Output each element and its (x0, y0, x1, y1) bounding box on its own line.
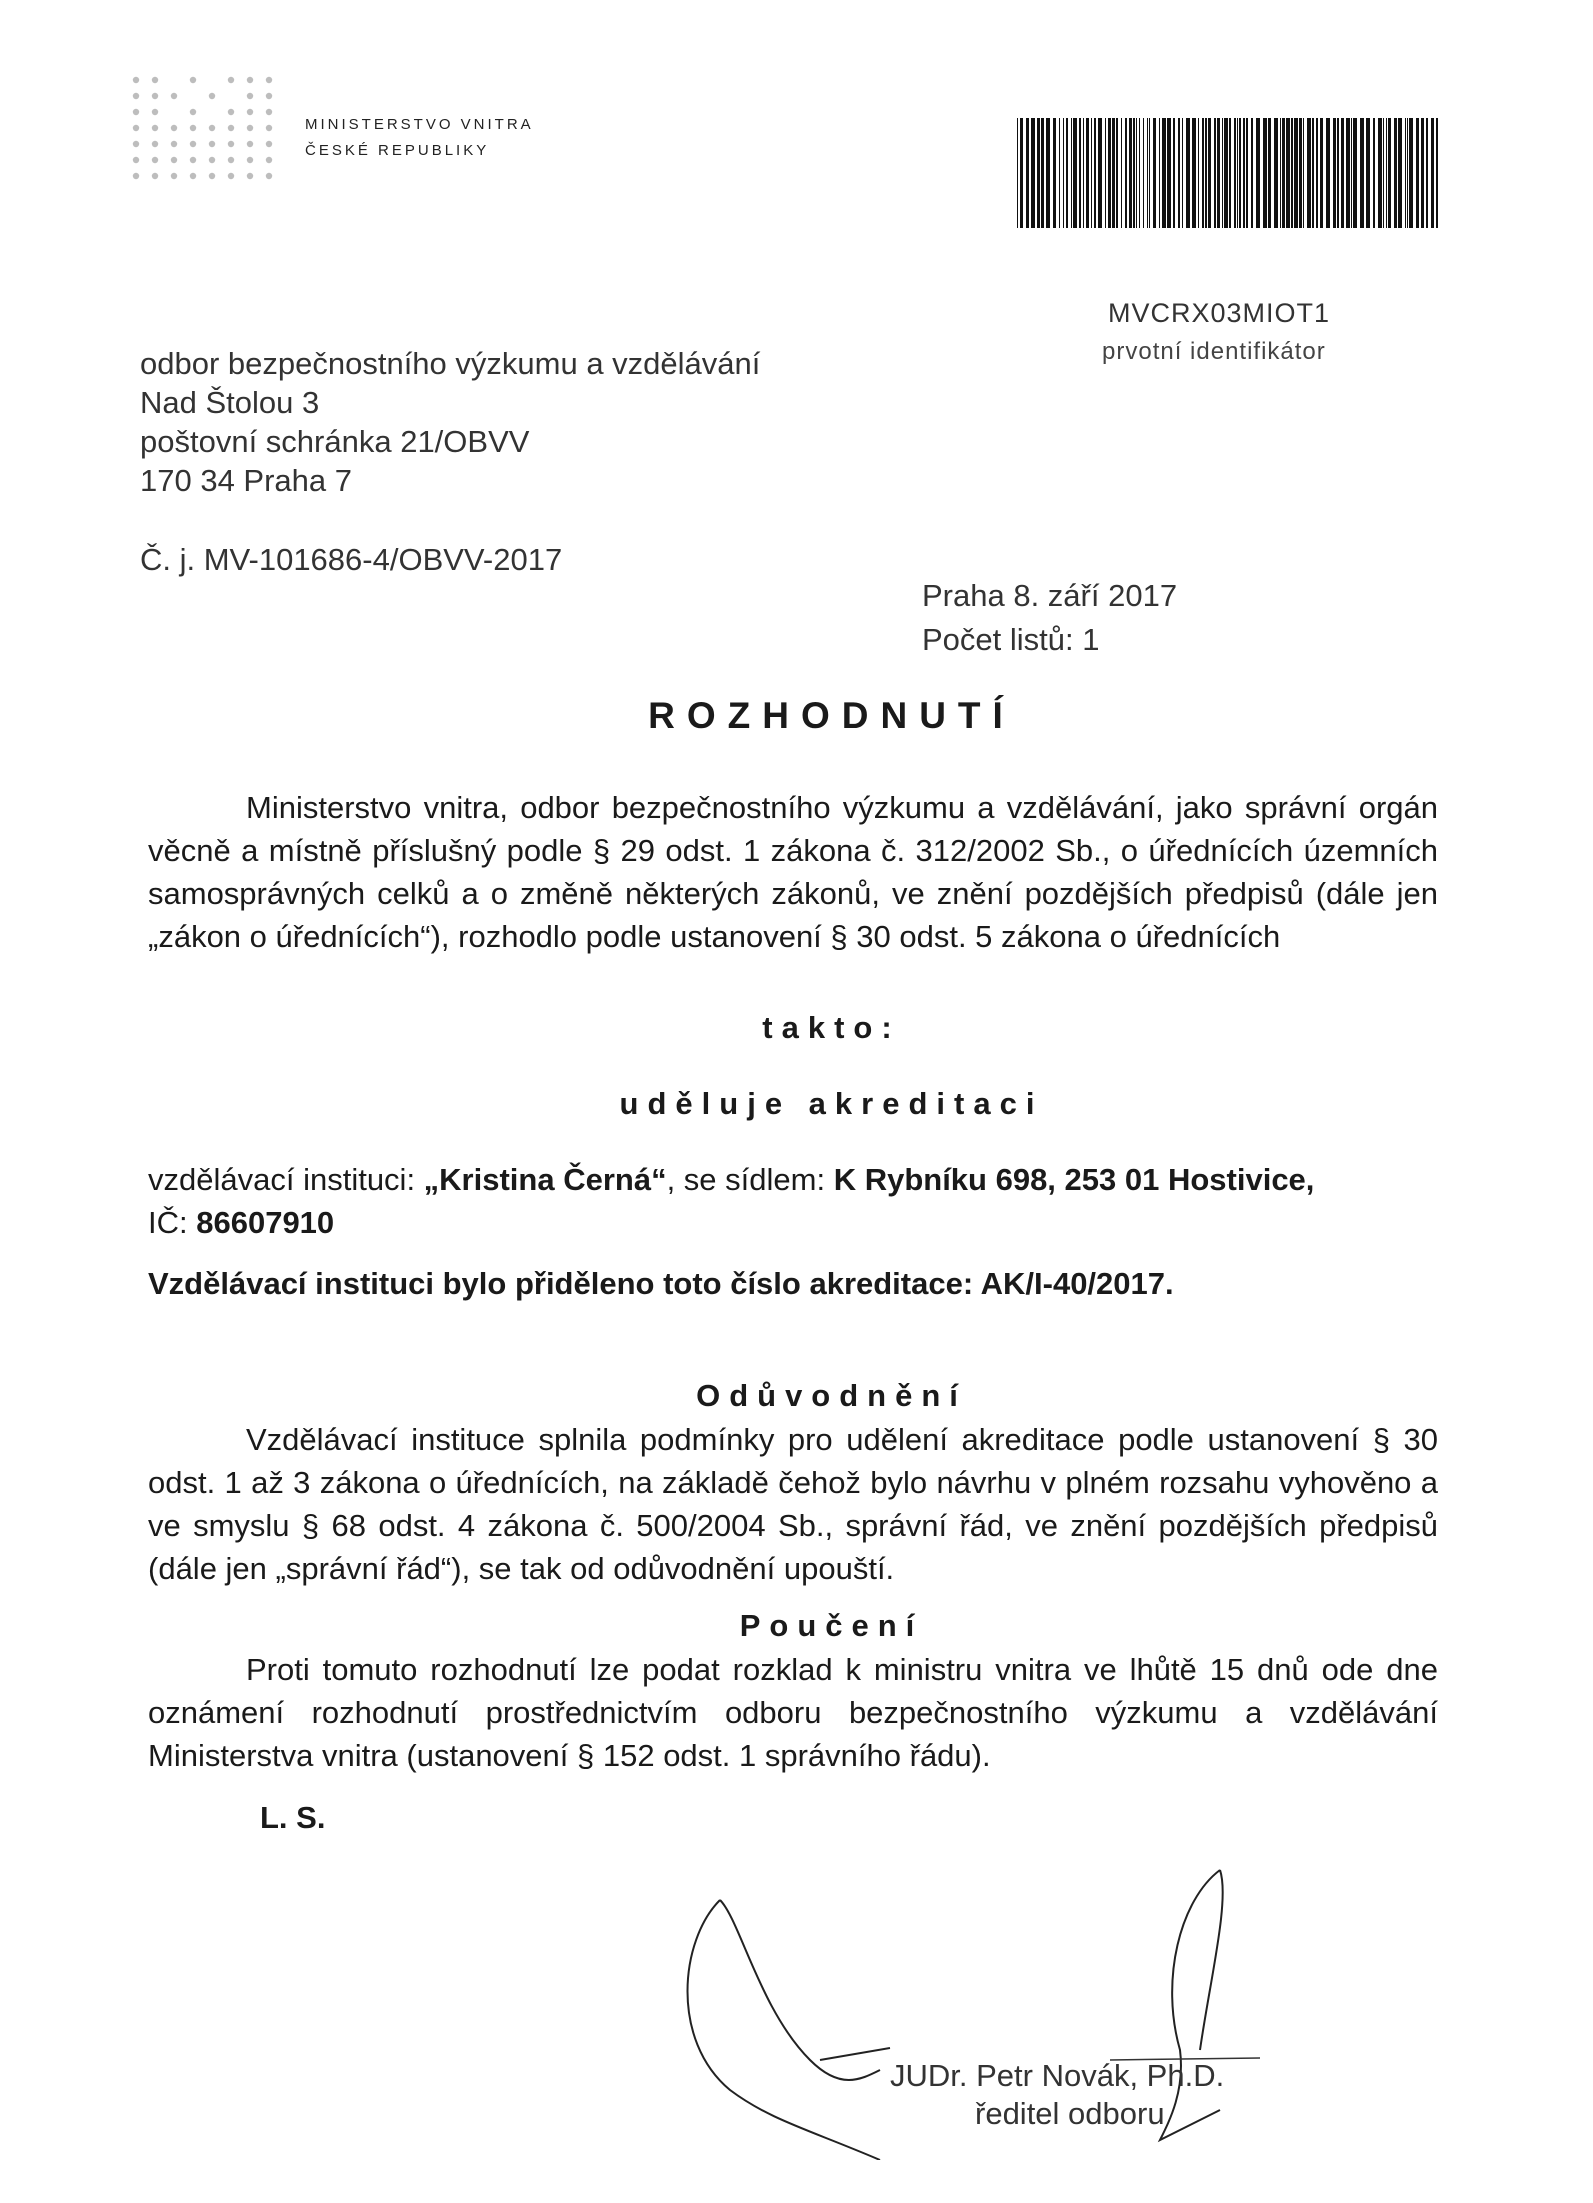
institution-middle: , se sídlem: (666, 1162, 834, 1197)
document-title: ROZHODNUTÍ (648, 695, 1015, 736)
address-line: 170 34 Praha 7 (140, 463, 353, 498)
reference-number: Č. j. MV-101686-4/OBVV-2017 (140, 542, 563, 577)
ministry-name-line1: MINISTERSTVO VNITRA (305, 116, 534, 133)
address-line: Nad Štolou 3 (140, 385, 320, 420)
justification-text: Vzdělávací instituce splnila podmínky pro udělení akreditace podle ustanovení § 30 odst. 1 až 3 zákona o úřednících, na základě čehož bylo návrhu v plném rozsahu vyhověno a ve smyslu § 68 odst. 4 zákona č. 500/2004 Sb., správní řád, ve znění pozdějších předpisů (dále jen „správní řád“), se tak od odůvodnění upouští. (148, 1422, 1438, 1586)
address-line: poštovní schránka 21/OBVV (140, 424, 530, 459)
signatory-role: ředitel odboru (975, 2096, 1165, 2131)
intro-paragraph: Ministerstvo vnitra, odbor bezpečnostního výzkumu a vzdělávání, jako správní orgán věcně a místně příslušný podle § 29 odst. 1 zákona č. 312/2002 Sb., o úřednících územních samosprávných celků a o změně některých zákonů, ve znění pozdějších předpisů (dále jen „zákon o úřednících“), rozhodlo podle ustanovení § 30 odst. 5 zákona o úřednících (148, 790, 1438, 954)
ic-label: IČ: (148, 1205, 197, 1240)
sheet-count: Počet listů: 1 (922, 622, 1100, 657)
identifier-code: MVCRX03MIOT1 (1108, 298, 1331, 328)
date-block (922, 574, 1177, 662)
identifier-label: prvotní identifikátor (1102, 338, 1326, 365)
ic-number: 86607910 (196, 1205, 335, 1240)
instruction-heading: Poučení (739, 1608, 924, 1643)
justification-heading: Odůvodnění (696, 1378, 967, 1413)
barcode (1017, 118, 1441, 228)
instruction-text: Proti tomuto rozhodnutí lze podat rozklad k ministru vnitra ve lhůtě 15 dnů ode dne oznámení rozhodnutí prostřednictvím odboru bezpečnostního výzkumu a vzdělávání Ministerstva vnitra (ustanovení § 152 odst. 1 správního řádu). (148, 1652, 1438, 1773)
address-line: odbor bezpečnostního výzkumu a vzdělávání (140, 346, 761, 381)
institution-prefix: vzdělávací instituci: (148, 1162, 424, 1197)
takto-heading: takto: (762, 1010, 901, 1045)
ministry-name (305, 112, 534, 164)
ministry-logo-icon (128, 72, 288, 192)
accreditation-sentence: Vzdělávací instituci bylo přiděleno toto číslo akreditace: AK/I-40/2017. (148, 1266, 1174, 1301)
institution-name: „Kristina Černá“ (423, 1162, 667, 1197)
sender-address (140, 344, 760, 500)
seal-mark: L. S. (260, 1800, 326, 1835)
date: Praha 8. září 2017 (922, 578, 1178, 613)
ministry-name-line2: ČESKÉ REPUBLIKY (305, 142, 490, 159)
institution-paragraph (148, 1158, 1438, 1244)
institution-address: K Rybníku 698, 253 01 Hostivice, (833, 1162, 1315, 1197)
handwritten-signature (640, 1860, 1300, 2160)
decision-heading: uděluje akreditaci (619, 1086, 1044, 1121)
signatory-name: JUDr. Petr Novák, Ph.D. (890, 2058, 1225, 2093)
